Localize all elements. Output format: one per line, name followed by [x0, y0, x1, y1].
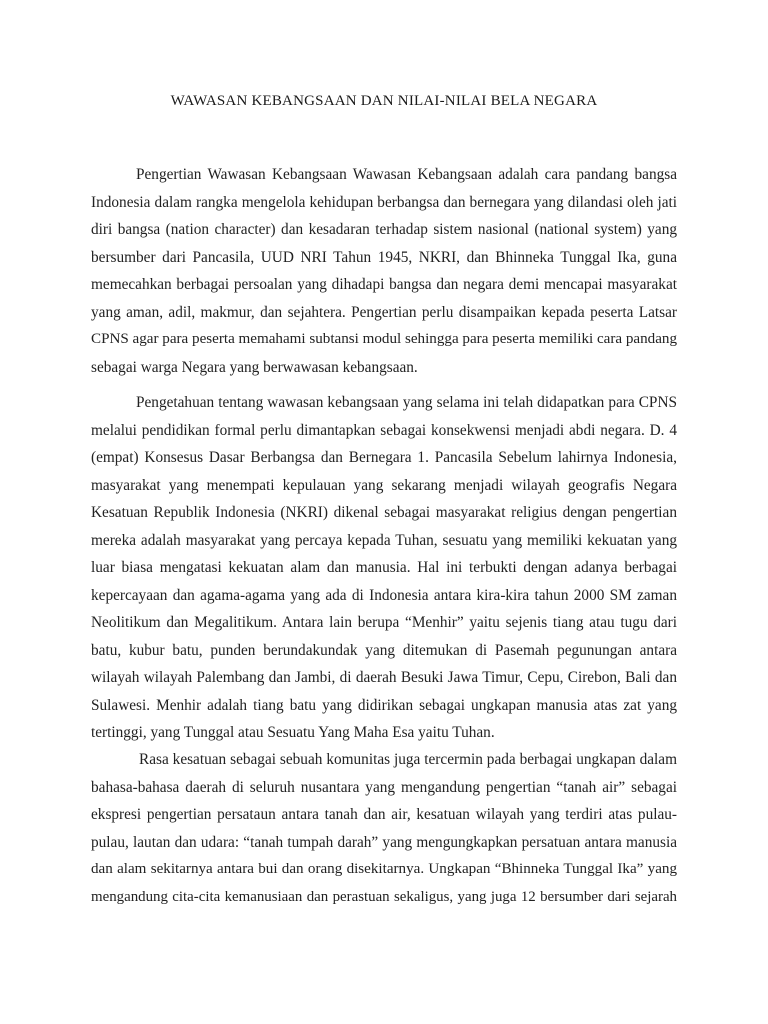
paragraph-line: luar biasa mengatasi kekuatan alam dan manusia. Hal ini terbukti dengan adanya berbagai — [91, 559, 677, 576]
paragraph-line: Pengetahuan tentang wawasan kebangsaan yang selama ini telah didapatkan para CPNS — [136, 394, 677, 411]
paragraph-line: Sulawesi. Menhir adalah tiang batu yang didirikan sebagai ungkapan manusia atas zat yang — [91, 696, 677, 714]
paragraph-line: wilayah wilayah Palembang dan Jambi, di daerah Besuki Jawa Timur, Cepu, Cirebon, Bali dan — [91, 669, 677, 686]
document-title: WAWASAN KEBANGSAAN DAN NILAI-NILAI BELA NEGARA — [170, 93, 598, 109]
paragraph-line: pulau, lautan dan udara: “tanah tumpah darah” yang mengungkapkan persatuan antara manusia — [91, 833, 677, 851]
paragraph-line: CPNS agar para peserta memahami subtansi modul sehingga para peserta memiliki cara pandang — [91, 331, 677, 347]
paragraph-line: kepercayaan dan agama-agama yang ada di Indonesia antara kira-kira tahun 2000 SM zaman — [91, 586, 677, 604]
paragraph-line: sebagai warga Negara yang berwawasan kebangsaan. — [91, 358, 418, 376]
paragraph-line: mereka adalah masyarakat yang percaya kepada Tuhan, sesuatu yang memiliki kekuatan yang — [91, 531, 677, 549]
paragraph-3 — [91, 746, 677, 911]
paragraph-line: Pengertian Wawasan Kebangsaan Wawasan Kebangsaan adalah cara pandang bangsa — [136, 166, 677, 183]
paragraph-line: masyarakat yang menempati kepulauan yang sekarang menjadi wilayah geografis Negara — [91, 476, 677, 494]
paragraph-line: dan alam sekitarnya antara bui dan orang disekitarnya. Ungkapan “Bhinneka Tunggal Ika” yang — [91, 861, 677, 877]
paragraph-line: Neolitikum dan Megalitikum. Antara lain berupa “Menhir” yaitu sejenis tiang atau tugu dari — [91, 614, 677, 631]
paragraph-line: Kesatuan Republik Indonesia (NKRI) dikenal sebagai masyarakat religius dengan pengertian — [91, 504, 677, 521]
paragraph-line: diri bangsa (nation character) dan kesadaran terhadap sistem nasional (national system) yang — [91, 221, 677, 238]
paragraph-line: mengandung cita-cita kemanusiaan dan perastuan sekaligus, yang juga 12 bersumber dari sejarah — [91, 888, 677, 905]
paragraph-line: memecahkan berbagai persoalan yang dihadapi bangsa dan negara demi mencapai masyarakat — [91, 276, 677, 293]
paragraph-2 — [91, 389, 677, 747]
paragraph-line: Rasa kesatuan sebagai sebuah komunitas juga tercermin pada berbagai ungkapan dalam — [139, 751, 677, 768]
paragraph-line: ekspresi pengertian persataun antara tanah dan air, kesatuan wilayah yang terdiri atas pulau- — [91, 806, 677, 823]
paragraph-line: yang aman, adil, makmur, dan sejahtera. Pengertian perlu disampaikan kepada peserta Latsar — [91, 303, 677, 321]
paragraph-line: tertinggi, yang Tunggal atau Sesuatu Yang Maha Esa yaitu Tuhan. — [91, 724, 495, 741]
paragraph-line: Indonesia dalam rangka mengelola kehidupan berbangsa dan bernegara yang dilandasi oleh jati — [91, 193, 677, 211]
paragraph-1 — [91, 161, 677, 381]
paragraph-line: melalui pendidikan formal perlu dimantapkan sebagai konsekwensi menjadi abdi negara. D. 4 — [91, 421, 677, 439]
paragraph-line: bersumber dari Pancasila, UUD NRI Tahun 1945, NKRI, dan Bhinneka Tunggal Ika, guna — [91, 248, 677, 266]
paragraph-line: batu, kubur batu, punden berundakundak yang ditemukan di Pasemah pegunungan antara — [91, 641, 677, 659]
paragraph-line: (empat) Konsesus Dasar Berbangsa dan Bernegara 1. Pancasila Sebelum lahirnya Indonesia, — [91, 449, 677, 466]
paragraph-line: bahasa-bahasa daerah di seluruh nusantara yang mengandung pengertian “tanah air” sebagai — [91, 778, 677, 796]
